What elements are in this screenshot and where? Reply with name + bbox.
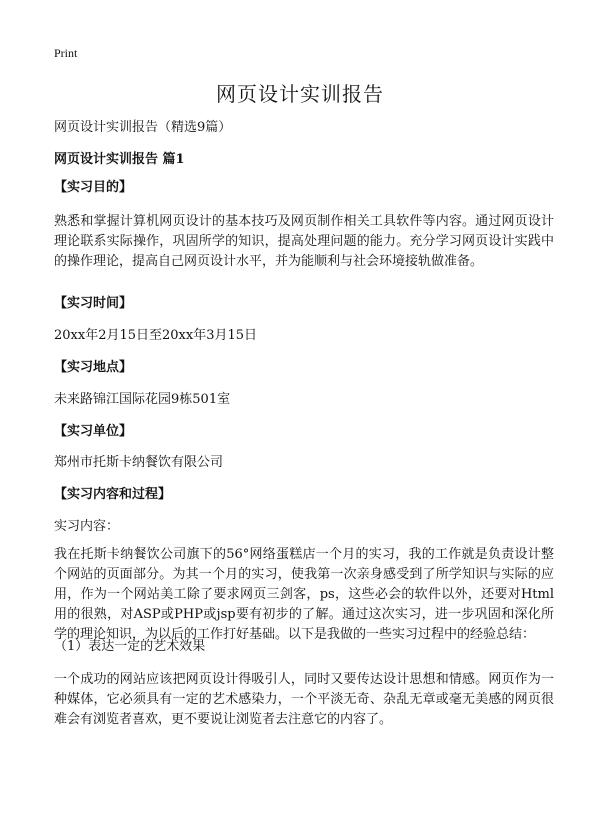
section-heading-content: 【实习内容和过程】 <box>54 487 172 502</box>
section-heading-time: 【实习时间】 <box>54 296 133 311</box>
section-body-time: 20xx年2月15日至20xx年3月15日 <box>54 328 258 343</box>
section-body-purpose: 熟悉和掌握计算机网页设计的基本技巧及网页制作相关工具软件等内容。通过网页设计理论联系实际操作，巩固所学的知识，提高处理问题的能力。充分学习网页设计实践中的操作理论，提高自己网页设计水平，并为能顺利与社会环境接轨做准备。 <box>54 214 554 269</box>
page-title: 网页设计实训报告 <box>216 82 384 106</box>
point-1-heading: （1）表达一定的艺术效果 <box>54 639 206 654</box>
section-body-content-label: 实习内容： <box>54 519 120 534</box>
article-heading: 网页设计实训报告 篇1 <box>54 152 185 167</box>
section-body-unit: 郑州市托斯卡纳餐饮有限公司 <box>54 455 224 470</box>
intro-paragraph: 我在托斯卡纳餐饮公司旗下的56°网络蛋糕店一个月的实习，我的工作就是负责设计整个网站的页面部分。为其一个月的实习，使我第一次亲身感受到了所学知识与实际的应用，作为一个网站美工除了要求网页三剑客，ps，这些必会的软件以外，还要对Html用的很熟，对ASP或PHP或jsp要有初步的了解。通过这次实习，进一步巩固和深化所学的理论知识，为以后的工作打好基础。以下是我做的一些实习过程中的经验总结： <box>54 547 554 642</box>
section-body-location: 未来路锦江国际花园9栋501室 <box>54 392 231 407</box>
section-heading-unit: 【实习单位】 <box>54 424 133 439</box>
document-subtitle: 网页设计实训报告（精选9篇） <box>54 120 232 135</box>
section-heading-purpose: 【实习目的】 <box>54 180 133 195</box>
point-1-body: 一个成功的网站应该把网页设计得吸引人，同时又要传达设计思想和情感。网页作为一种媒体，它必须具有一定的艺术感染力，一个平淡无奇、杂乱无章或毫无美感的网页很难会有浏览者喜欢，更不要说让浏览者去注意它的内容了。 <box>54 672 554 727</box>
print-label: Print <box>54 46 78 60</box>
section-heading-location: 【实习地点】 <box>54 360 133 375</box>
